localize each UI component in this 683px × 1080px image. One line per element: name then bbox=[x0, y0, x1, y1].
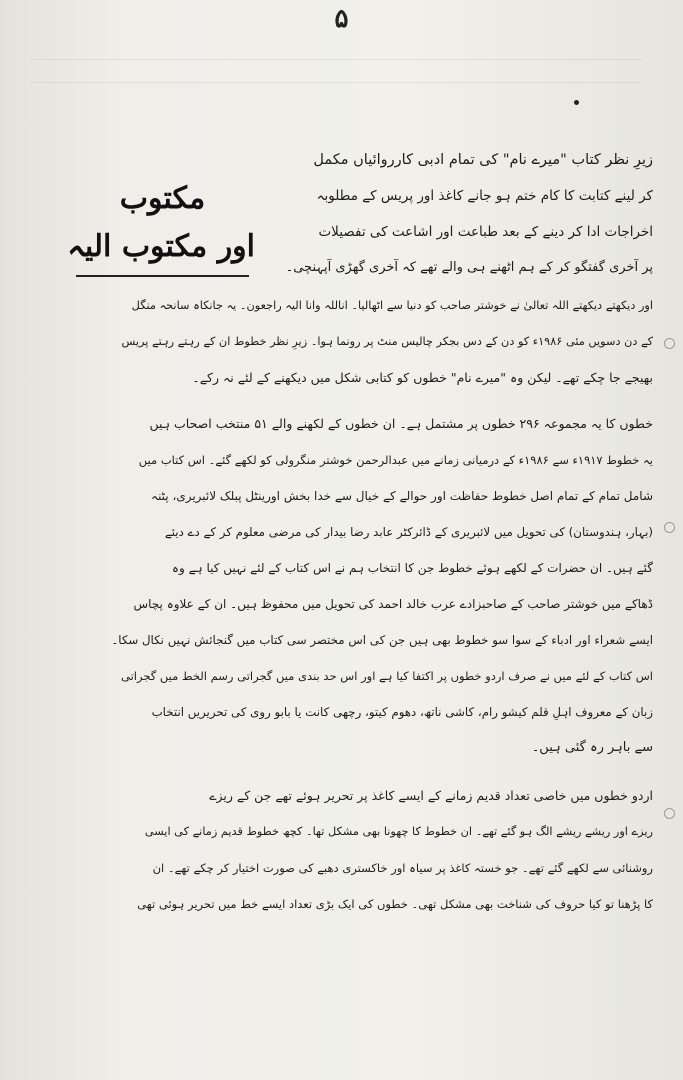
text-line: اردو خطوں میں خاصی تعداد قدیم زمانے کے ایسے کاغذ پر تحریر ہوئے تھے جن کے ریزے bbox=[209, 788, 653, 803]
text-line: گئے ہیں۔ ان حضرات کے لکھے ہوئے خطوط جن کا انتخاب ہم نے اس کتاب کے لئے نہیں کیا ہے وہ bbox=[171, 561, 653, 575]
text-line: کے دن دسویں مئی ۱۹۸۶ء کو دن کے دس بجکر چالیس منٹ پر رونما ہوا۔ زیرِ نظر خطوط ان کے رہتے رہتے پریس bbox=[121, 335, 653, 348]
heading-line-2: اور مکتوب الیہ bbox=[67, 229, 255, 264]
text-line: ریزے اور ریشے ریشے الگ ہو گئے تھے۔ ان خطوط کا چھونا بھی مشکل تھا۔ کچھ خطوط قدیم زمانے کی ایسی bbox=[144, 825, 653, 838]
heading-underline bbox=[76, 275, 249, 277]
text-line: پر آخری گفتگو کر کے ہم اٹھنے ہی والے تھے کہ آخری گھڑی آپہنچی۔ bbox=[285, 260, 653, 275]
binding-hole bbox=[664, 338, 675, 349]
bleed-through-line bbox=[30, 68, 643, 83]
text-line: اور دیکھتے دیکھتے اللہ تعالیٰ نے خوشتر صاحب کو دنیا سے اٹھالیا۔ اناللہ وانا الیہ راجعون۔ یہ جانکاہ سانحہ منگل bbox=[131, 299, 653, 312]
text-line: اخراجات ادا کر دینے کے بعد طباعت اور اشاعت کی تفصیلات bbox=[318, 224, 653, 240]
text-line: کر لینے کتابت کا کام ختم ہو جانے کاغذ اور پریس کے مطلوبہ bbox=[316, 188, 653, 204]
text-line: زبان کے معروف اہلِ قلم کیشو رام، کاشی ناتھ، دھوم کیتو، رچھی کانت یا بابو روی کی تحریریں انتخاب bbox=[151, 705, 653, 719]
bleed-through-line bbox=[30, 45, 643, 60]
text-line: (بہار، ہندوستان) کی تحویل میں لائبریری کے ڈائرکٹر عابد رضا بیدار کی مرضی معلوم کر کے دے دیئے bbox=[164, 525, 653, 539]
heading-line-1: مکتوب bbox=[119, 181, 206, 216]
text-line: شامل تمام کے تمام اصل خطوط حفاظت اور حوالے کے خیال سے خدا بخش اورینٹل پبلک لائبریری، پٹنہ bbox=[151, 489, 653, 503]
page-number: ۵ bbox=[334, 4, 349, 34]
binding-hole bbox=[664, 522, 675, 533]
text-line: زیرِ نظر کتاب "میرے نام" کی تمام ادبی کارروائیاں مکمل bbox=[313, 152, 653, 168]
text-line: یہ خطوط ۱۹۱۷ء سے ۱۹۸۶ء کے درمیانی زمانے میں عبدالرحمن خوشتر منگرولی کو لکھے گئے۔ اس کتاب میں bbox=[138, 453, 653, 467]
text-line: ڈھاکے میں خوشتر صاحب کے صاحبزادے عرب خالد احمد کی تحویل میں محفوظ ہیں۔ ان کے علاوہ پچاس bbox=[133, 597, 653, 611]
binding-hole bbox=[664, 808, 675, 819]
text-line: بھیجے جا چکے تھے۔ لیکن وہ "میرے نام" خطوں کو کتابی شکل میں دیکھنے کے لئے نہ رکے۔ bbox=[192, 370, 653, 385]
text-line: ایسے شعراء اور ادباء کے سوا سو خطوط بھی ہیں جن کی اس مختصر سی کتاب میں گنجائش نہیں نکال سکا۔ bbox=[111, 633, 653, 647]
text-line: خطوں کا یہ مجموعہ ۲۹۶ خطوں پر مشتمل ہے۔ ان خطوں کے لکھنے والے ۵۱ منتخب اصحاب ہیں bbox=[149, 416, 653, 431]
text-line: کا پڑھنا تو کیا حروف کی شناخت بھی مشکل تھی۔ خطوں کی ایک بڑی تعداد ایسے خط میں تحریر ہوئی تھی bbox=[137, 897, 653, 911]
text-line: اس کتاب کے لئے میں نے صرف اردو خطوں پر اکتفا کیا ہے اور اس حد بندی میں گجراتی رسم الخط میں گجراتی bbox=[121, 669, 653, 683]
text-line: سے باہر رہ گئی ہیں۔ bbox=[531, 740, 653, 755]
ink-dot bbox=[574, 100, 579, 105]
text-line: روشنائی سے لکھے گئے تھے۔ جو خستہ کاغذ پر سیاہ اور خاکستری دھبے کی صورت اختیار کر چکے تھے۔ ان bbox=[152, 861, 653, 875]
section-heading bbox=[67, 175, 255, 277]
